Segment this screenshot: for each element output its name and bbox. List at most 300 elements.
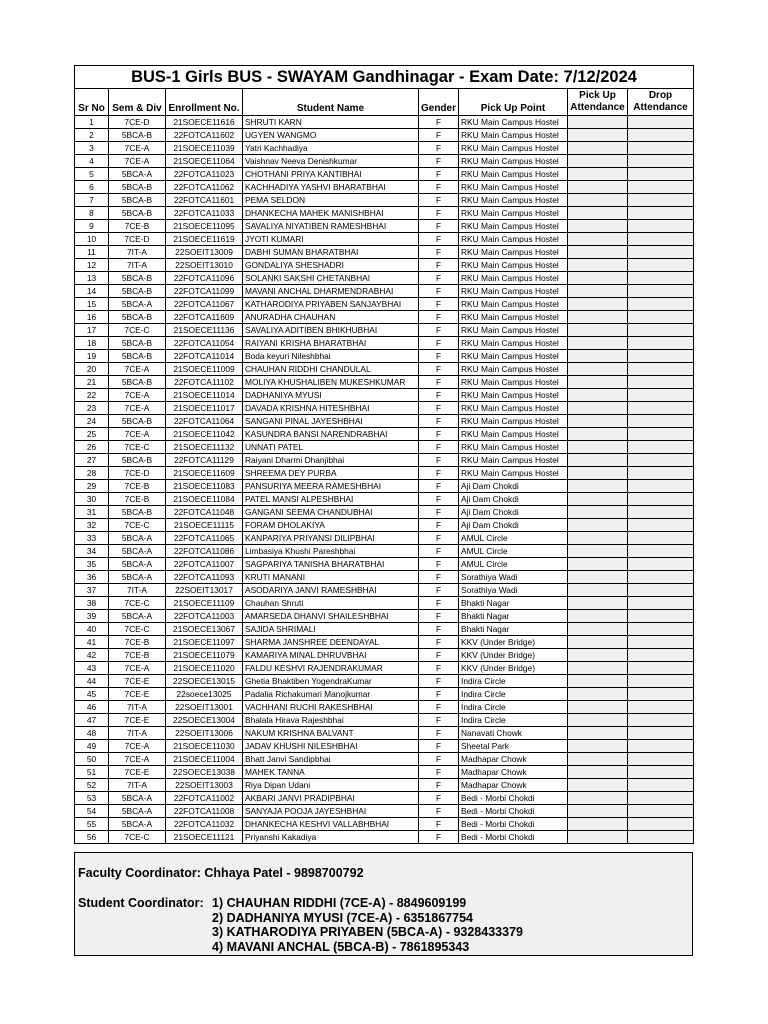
- pickup-attendance-cell[interactable]: [568, 194, 628, 207]
- pickup-point-cell: RKU Main Campus Hostel: [459, 428, 568, 441]
- drop-attendance-cell[interactable]: [628, 558, 694, 571]
- enrollment-cell: 21SOECE13067: [166, 623, 243, 636]
- gender-cell: F: [419, 415, 459, 428]
- drop-attendance-cell[interactable]: [628, 454, 694, 467]
- pickup-attendance-cell[interactable]: [568, 389, 628, 402]
- gender-cell: F: [419, 506, 459, 519]
- pickup-attendance-cell[interactable]: [568, 324, 628, 337]
- sem-div-cell: 5BCA-B: [109, 285, 166, 298]
- gender-cell: F: [419, 116, 459, 129]
- drop-attendance-cell[interactable]: [628, 324, 694, 337]
- drop-attendance-cell[interactable]: [628, 181, 694, 194]
- gender-cell: F: [419, 272, 459, 285]
- pickup-attendance-cell[interactable]: [568, 350, 628, 363]
- sr-no-cell: 34: [75, 545, 109, 558]
- sem-div-cell: 7CE-D: [109, 116, 166, 129]
- pickup-attendance-cell[interactable]: [568, 467, 628, 480]
- drop-attendance-cell[interactable]: [628, 142, 694, 155]
- sem-div-cell: 5BCA-B: [109, 350, 166, 363]
- drop-attendance-cell[interactable]: [628, 779, 694, 792]
- enrollment-cell: 22FOTCA11064: [166, 415, 243, 428]
- student-name-cell: UGYEN WANGMO: [243, 129, 419, 142]
- pickup-attendance-cell[interactable]: [568, 402, 628, 415]
- student-name-cell: MOLIYA KHUSHALIBEN MUKESHKUMAR: [243, 376, 419, 389]
- sr-no-cell: 20: [75, 363, 109, 376]
- sem-div-cell: 5BCA-B: [109, 207, 166, 220]
- gender-cell: F: [419, 792, 459, 805]
- drop-attendance-cell[interactable]: [628, 766, 694, 779]
- gender-cell: F: [419, 558, 459, 571]
- drop-attendance-cell[interactable]: [628, 818, 694, 831]
- drop-attendance-cell[interactable]: [628, 415, 694, 428]
- table-row: [75, 636, 694, 649]
- sem-div-cell: 7CE-B: [109, 649, 166, 662]
- enrollment-cell: 22FOTCA11102: [166, 376, 243, 389]
- gender-cell: F: [419, 207, 459, 220]
- pickup-attendance-cell[interactable]: [568, 272, 628, 285]
- table-row: [75, 415, 694, 428]
- pickup-attendance-cell[interactable]: [568, 155, 628, 168]
- pickup-attendance-cell[interactable]: [568, 545, 628, 558]
- table-row: [75, 714, 694, 727]
- student-name-cell: SAGPARIYA TANISHA BHARATBHAI: [243, 558, 419, 571]
- pickup-attendance-cell[interactable]: [568, 298, 628, 311]
- pickup-point-cell: Bedi - Morbi Chokdi: [459, 831, 568, 844]
- enrollment-cell: 21SOECE11039: [166, 142, 243, 155]
- student-name-cell: Riya Dipan Udani: [243, 779, 419, 792]
- pickup-attendance-cell[interactable]: [568, 519, 628, 532]
- enrollment-cell: 21SOECE11084: [166, 493, 243, 506]
- drop-attendance-cell[interactable]: [628, 545, 694, 558]
- drop-attendance-cell[interactable]: [628, 493, 694, 506]
- drop-attendance-cell[interactable]: [628, 675, 694, 688]
- gender-cell: F: [419, 168, 459, 181]
- enrollment-cell: 22FOTCA11129: [166, 454, 243, 467]
- header-gender: Gender: [419, 89, 459, 116]
- drop-attendance-cell[interactable]: [628, 402, 694, 415]
- pickup-attendance-cell[interactable]: [568, 597, 628, 610]
- sr-no-cell: 11: [75, 246, 109, 259]
- enrollment-cell: 22FOTCA11067: [166, 298, 243, 311]
- gender-cell: F: [419, 467, 459, 480]
- pickup-attendance-cell[interactable]: [568, 610, 628, 623]
- header-student-name: Student Name: [243, 89, 419, 116]
- gender-cell: F: [419, 597, 459, 610]
- pickup-point-cell: Aji Dam Chokdi: [459, 506, 568, 519]
- sr-no-cell: 56: [75, 831, 109, 844]
- sr-no-cell: 39: [75, 610, 109, 623]
- drop-attendance-cell[interactable]: [628, 272, 694, 285]
- drop-attendance-cell[interactable]: [628, 636, 694, 649]
- table-row: [75, 129, 694, 142]
- sr-no-cell: 31: [75, 506, 109, 519]
- pickup-point-cell: RKU Main Campus Hostel: [459, 246, 568, 259]
- table-row: [75, 701, 694, 714]
- sem-div-cell: 7CE-B: [109, 493, 166, 506]
- enrollment-cell: 22FOTCA11093: [166, 571, 243, 584]
- table-row: [75, 389, 694, 402]
- pickup-attendance-cell[interactable]: [568, 311, 628, 324]
- pickup-attendance-cell[interactable]: [568, 662, 628, 675]
- table-row: [75, 532, 694, 545]
- drop-attendance-cell[interactable]: [628, 506, 694, 519]
- sr-no-cell: 53: [75, 792, 109, 805]
- pickup-point-cell: RKU Main Campus Hostel: [459, 350, 568, 363]
- student-name-cell: PANSURIYA MEERA RAMESHBHAI: [243, 480, 419, 493]
- table-row: [75, 766, 694, 779]
- gender-cell: F: [419, 701, 459, 714]
- pickup-attendance-cell[interactable]: [568, 168, 628, 181]
- pickup-point-cell: Bedi - Morbi Chokdi: [459, 805, 568, 818]
- pickup-attendance-cell[interactable]: [568, 428, 628, 441]
- sem-div-cell: 7CE-B: [109, 480, 166, 493]
- drop-attendance-cell[interactable]: [628, 350, 694, 363]
- pickup-attendance-cell[interactable]: [568, 532, 628, 545]
- sem-div-cell: 7IT-A: [109, 246, 166, 259]
- pickup-attendance-cell[interactable]: [568, 805, 628, 818]
- pickup-attendance-cell[interactable]: [568, 493, 628, 506]
- drop-attendance-cell[interactable]: [628, 688, 694, 701]
- drop-attendance-cell[interactable]: [628, 662, 694, 675]
- drop-attendance-cell[interactable]: [628, 389, 694, 402]
- sr-no-cell: 4: [75, 155, 109, 168]
- drop-attendance-cell[interactable]: [628, 519, 694, 532]
- sr-no-cell: 47: [75, 714, 109, 727]
- drop-attendance-cell[interactable]: [628, 207, 694, 220]
- pickup-attendance-cell[interactable]: [568, 207, 628, 220]
- pickup-point-cell: RKU Main Campus Hostel: [459, 129, 568, 142]
- pickup-point-cell: RKU Main Campus Hostel: [459, 298, 568, 311]
- gender-cell: F: [419, 220, 459, 233]
- sr-no-cell: 29: [75, 480, 109, 493]
- gender-cell: F: [419, 259, 459, 272]
- pickup-attendance-cell[interactable]: [568, 766, 628, 779]
- enrollment-cell: 21SOECE11097: [166, 636, 243, 649]
- pickup-attendance-cell[interactable]: [568, 675, 628, 688]
- table-row: [75, 545, 694, 558]
- sem-div-cell: 5BCA-A: [109, 558, 166, 571]
- sr-no-cell: 37: [75, 584, 109, 597]
- pickup-attendance-cell[interactable]: [568, 454, 628, 467]
- pickup-point-cell: Bhakti Nagar: [459, 597, 568, 610]
- student-name-cell: FALDU KESHVI RAJENDRAKUMAR: [243, 662, 419, 675]
- sr-no-cell: 44: [75, 675, 109, 688]
- drop-attendance-cell[interactable]: [628, 753, 694, 766]
- pickup-attendance-cell[interactable]: [568, 480, 628, 493]
- student-name-cell: KRUTI MANANI: [243, 571, 419, 584]
- sr-no-cell: 17: [75, 324, 109, 337]
- enrollment-cell: 22SOECE13004: [166, 714, 243, 727]
- sr-no-cell: 23: [75, 402, 109, 415]
- pickup-point-cell: RKU Main Campus Hostel: [459, 181, 568, 194]
- header-pickup-attendance-line1: Pick Up: [579, 90, 616, 101]
- drop-attendance-cell[interactable]: [628, 155, 694, 168]
- drop-attendance-cell[interactable]: [628, 311, 694, 324]
- drop-attendance-cell[interactable]: [628, 701, 694, 714]
- enrollment-cell: 22SOEIT13003: [166, 779, 243, 792]
- header-drop-attendance-line1: Drop: [648, 90, 673, 101]
- sr-no-cell: 28: [75, 467, 109, 480]
- enrollment-cell: 22FOTCA11602: [166, 129, 243, 142]
- pickup-attendance-cell[interactable]: [568, 129, 628, 142]
- gender-cell: F: [419, 584, 459, 597]
- student-name-cell: DHANKECHA KESHVI VALLABHBHAI: [243, 818, 419, 831]
- drop-attendance-cell[interactable]: [628, 428, 694, 441]
- table-row: [75, 142, 694, 155]
- pickup-attendance-cell[interactable]: [568, 233, 628, 246]
- sem-div-cell: 5BCA-B: [109, 454, 166, 467]
- pickup-attendance-cell[interactable]: [568, 220, 628, 233]
- drop-attendance-cell[interactable]: [628, 259, 694, 272]
- sr-no-cell: 30: [75, 493, 109, 506]
- pickup-attendance-cell[interactable]: [568, 818, 628, 831]
- sr-no-cell: 21: [75, 376, 109, 389]
- gender-cell: F: [419, 194, 459, 207]
- pickup-point-cell: Madhapar Chowk: [459, 753, 568, 766]
- table-row: [75, 805, 694, 818]
- sem-div-cell: 7CE-A: [109, 402, 166, 415]
- gender-cell: F: [419, 493, 459, 506]
- drop-attendance-cell[interactable]: [628, 376, 694, 389]
- pickup-point-cell: RKU Main Campus Hostel: [459, 207, 568, 220]
- table-row: [75, 519, 694, 532]
- student-coordinator-4: 4) MAVANI ANCHAL (5BCA-B) - 7861895343: [212, 939, 470, 954]
- drop-attendance-cell[interactable]: [628, 584, 694, 597]
- header-enrollment: Enrollment No.: [166, 89, 243, 116]
- drop-attendance-cell[interactable]: [628, 337, 694, 350]
- drop-attendance-cell[interactable]: [628, 597, 694, 610]
- enrollment-cell: 22FOTCA11023: [166, 168, 243, 181]
- pickup-attendance-cell[interactable]: [568, 636, 628, 649]
- sem-div-cell: 5BCA-B: [109, 337, 166, 350]
- drop-attendance-cell[interactable]: [628, 610, 694, 623]
- pickup-point-cell: RKU Main Campus Hostel: [459, 168, 568, 181]
- sem-div-cell: 7CE-C: [109, 519, 166, 532]
- pickup-point-cell: AMUL Circle: [459, 545, 568, 558]
- drop-attendance-cell[interactable]: [628, 129, 694, 142]
- pickup-attendance-cell[interactable]: [568, 753, 628, 766]
- sem-div-cell: 5BCA-B: [109, 415, 166, 428]
- gender-cell: F: [419, 818, 459, 831]
- header-pickup-attendance-line2: Attendance: [570, 102, 625, 113]
- drop-attendance-cell[interactable]: [628, 805, 694, 818]
- drop-attendance-cell[interactable]: [628, 727, 694, 740]
- pickup-attendance-cell[interactable]: [568, 831, 628, 844]
- student-name-cell: DHANKECHA MAHEK MANISHBHAI: [243, 207, 419, 220]
- student-name-cell: CHAUHAN RIDDHI CHANDULAL: [243, 363, 419, 376]
- pickup-attendance-cell[interactable]: [568, 623, 628, 636]
- enrollment-cell: 21SOECE11136: [166, 324, 243, 337]
- pickup-attendance-cell[interactable]: [568, 337, 628, 350]
- student-name-cell: Chauhan Shruti: [243, 597, 419, 610]
- drop-attendance-cell[interactable]: [628, 220, 694, 233]
- table-row: [75, 740, 694, 753]
- sr-no-cell: 24: [75, 415, 109, 428]
- table-row: [75, 272, 694, 285]
- pickup-point-cell: RKU Main Campus Hostel: [459, 402, 568, 415]
- pickup-attendance-cell[interactable]: [568, 181, 628, 194]
- pickup-point-cell: RKU Main Campus Hostel: [459, 363, 568, 376]
- gender-cell: F: [419, 740, 459, 753]
- enrollment-cell: 22FOTCA11609: [166, 311, 243, 324]
- drop-attendance-cell[interactable]: [628, 649, 694, 662]
- pickup-attendance-cell[interactable]: [568, 727, 628, 740]
- pickup-point-cell: Indira Circle: [459, 688, 568, 701]
- student-name-cell: Raiyani Dharmi Dhanjibhai: [243, 454, 419, 467]
- sem-div-cell: 7CE-D: [109, 467, 166, 480]
- header-pickup-attendance: [568, 89, 628, 116]
- student-name-cell: DAVADA KRISHNA HITESHBHAI: [243, 402, 419, 415]
- table-row: [75, 285, 694, 298]
- sem-div-cell: 7IT-A: [109, 259, 166, 272]
- pickup-attendance-cell[interactable]: [568, 506, 628, 519]
- gender-cell: F: [419, 779, 459, 792]
- pickup-attendance-cell[interactable]: [568, 363, 628, 376]
- drop-attendance-cell[interactable]: [628, 116, 694, 129]
- pickup-point-cell: KKV (Under Bridge): [459, 636, 568, 649]
- pickup-attendance-cell[interactable]: [568, 285, 628, 298]
- pickup-point-cell: RKU Main Campus Hostel: [459, 116, 568, 129]
- sr-no-cell: 46: [75, 701, 109, 714]
- student-name-cell: VACHHANI RUCHI RAKESHBHAI: [243, 701, 419, 714]
- drop-attendance-cell[interactable]: [628, 168, 694, 181]
- faculty-coordinator: Faculty Coordinator: Chhaya Patel - 9898700792: [78, 866, 364, 880]
- drop-attendance-cell[interactable]: [628, 571, 694, 584]
- sem-div-cell: 7CE-E: [109, 675, 166, 688]
- sr-no-cell: 22: [75, 389, 109, 402]
- pickup-attendance-cell[interactable]: [568, 246, 628, 259]
- enrollment-cell: 22FOTCA11033: [166, 207, 243, 220]
- sr-no-cell: 26: [75, 441, 109, 454]
- sem-div-cell: 7CE-B: [109, 636, 166, 649]
- drop-attendance-cell[interactable]: [628, 467, 694, 480]
- sem-div-cell: 7CE-C: [109, 597, 166, 610]
- drop-attendance-cell[interactable]: [628, 233, 694, 246]
- drop-attendance-cell[interactable]: [628, 792, 694, 805]
- student-name-cell: JYOTI KUMARI: [243, 233, 419, 246]
- sr-no-cell: 48: [75, 727, 109, 740]
- drop-attendance-cell[interactable]: [628, 285, 694, 298]
- sem-div-cell: 7CE-A: [109, 389, 166, 402]
- pickup-attendance-cell[interactable]: [568, 740, 628, 753]
- pickup-attendance-cell[interactable]: [568, 259, 628, 272]
- drop-attendance-cell[interactable]: [628, 363, 694, 376]
- sem-div-cell: 5BCA-A: [109, 792, 166, 805]
- gender-cell: F: [419, 454, 459, 467]
- sem-div-cell: 7IT-A: [109, 727, 166, 740]
- pickup-point-cell: Aji Dam Chokdi: [459, 493, 568, 506]
- gender-cell: F: [419, 571, 459, 584]
- gender-cell: F: [419, 376, 459, 389]
- drop-attendance-cell[interactable]: [628, 480, 694, 493]
- table-row: [75, 753, 694, 766]
- enrollment-cell: 21SOECE11064: [166, 155, 243, 168]
- sr-no-cell: 7: [75, 194, 109, 207]
- pickup-attendance-cell[interactable]: [568, 649, 628, 662]
- gender-cell: F: [419, 389, 459, 402]
- drop-attendance-cell[interactable]: [628, 714, 694, 727]
- drop-attendance-cell[interactable]: [628, 623, 694, 636]
- pickup-point-cell: Bedi - Morbi Chokdi: [459, 792, 568, 805]
- sr-no-cell: 1: [75, 116, 109, 129]
- pickup-attendance-cell[interactable]: [568, 701, 628, 714]
- sr-no-cell: 19: [75, 350, 109, 363]
- sr-no-cell: 6: [75, 181, 109, 194]
- student-name-cell: MAVANI ANCHAL DHARMENDRABHAI: [243, 285, 419, 298]
- pickup-attendance-cell[interactable]: [568, 779, 628, 792]
- sem-div-cell: 5BCA-B: [109, 272, 166, 285]
- pickup-attendance-cell[interactable]: [568, 558, 628, 571]
- student-name-cell: MAHEK TANNA: [243, 766, 419, 779]
- enrollment-cell: 21SOECE11083: [166, 480, 243, 493]
- pickup-attendance-cell[interactable]: [568, 142, 628, 155]
- header-drop-attendance-line2: Attendance: [633, 102, 688, 113]
- table-row: [75, 688, 694, 701]
- pickup-attendance-cell[interactable]: [568, 714, 628, 727]
- pickup-attendance-cell[interactable]: [568, 688, 628, 701]
- sem-div-cell: 7CE-A: [109, 155, 166, 168]
- pickup-point-cell: RKU Main Campus Hostel: [459, 272, 568, 285]
- enrollment-cell: 21SOECE11014: [166, 389, 243, 402]
- pickup-attendance-cell[interactable]: [568, 116, 628, 129]
- student-coordinator-1: 1) CHAUHAN RIDDHI (7CE-A) - 8849609199: [212, 896, 467, 910]
- pickup-attendance-cell[interactable]: [568, 584, 628, 597]
- gender-cell: F: [419, 662, 459, 675]
- sem-div-cell: 7CE-D: [109, 233, 166, 246]
- enrollment-cell: 22SOECE13015: [166, 675, 243, 688]
- enrollment-cell: 21SOECE11115: [166, 519, 243, 532]
- sem-div-cell: 5BCA-B: [109, 181, 166, 194]
- student-name-cell: SOLANKI SAKSHI CHETANBHAI: [243, 272, 419, 285]
- drop-attendance-cell[interactable]: [628, 246, 694, 259]
- student-name-cell: GANGANI SEEMA CHANDUBHAI: [243, 506, 419, 519]
- student-coordinator-3: 3) KATHARODIYA PRIYABEN (5BCA-A) - 9328433379: [212, 925, 523, 940]
- pickup-attendance-cell[interactable]: [568, 441, 628, 454]
- drop-attendance-cell[interactable]: [628, 441, 694, 454]
- gender-cell: F: [419, 727, 459, 740]
- sr-no-cell: 5: [75, 168, 109, 181]
- table-row: [75, 727, 694, 740]
- enrollment-cell: 22FOTCA11062: [166, 181, 243, 194]
- sem-div-cell: 7CE-C: [109, 831, 166, 844]
- pickup-attendance-cell[interactable]: [568, 792, 628, 805]
- pickup-point-cell: RKU Main Campus Hostel: [459, 415, 568, 428]
- gender-cell: F: [419, 246, 459, 259]
- gender-cell: F: [419, 311, 459, 324]
- pickup-attendance-cell[interactable]: [568, 571, 628, 584]
- gender-cell: F: [419, 545, 459, 558]
- sr-no-cell: 13: [75, 272, 109, 285]
- sr-no-cell: 15: [75, 298, 109, 311]
- student-name-cell: RAIYANI KRISHA BHARATBHAI: [243, 337, 419, 350]
- pickup-attendance-cell[interactable]: [568, 376, 628, 389]
- sr-no-cell: 40: [75, 623, 109, 636]
- drop-attendance-cell[interactable]: [628, 298, 694, 311]
- drop-attendance-cell[interactable]: [628, 740, 694, 753]
- enrollment-cell: 21SOECE11616: [166, 116, 243, 129]
- gender-cell: F: [419, 753, 459, 766]
- enrollment-cell: 22SOEIT13006: [166, 727, 243, 740]
- pickup-point-cell: RKU Main Campus Hostel: [459, 376, 568, 389]
- drop-attendance-cell[interactable]: [628, 831, 694, 844]
- table-row: [75, 441, 694, 454]
- drop-attendance-cell[interactable]: [628, 532, 694, 545]
- student-name-cell: KAMARIYA MINAL DHRUVBHAI: [243, 649, 419, 662]
- roster-table: [74, 65, 694, 844]
- student-name-cell: CHOTHANI PRIYA KANTIBHAI: [243, 168, 419, 181]
- drop-attendance-cell[interactable]: [628, 194, 694, 207]
- pickup-attendance-cell[interactable]: [568, 415, 628, 428]
